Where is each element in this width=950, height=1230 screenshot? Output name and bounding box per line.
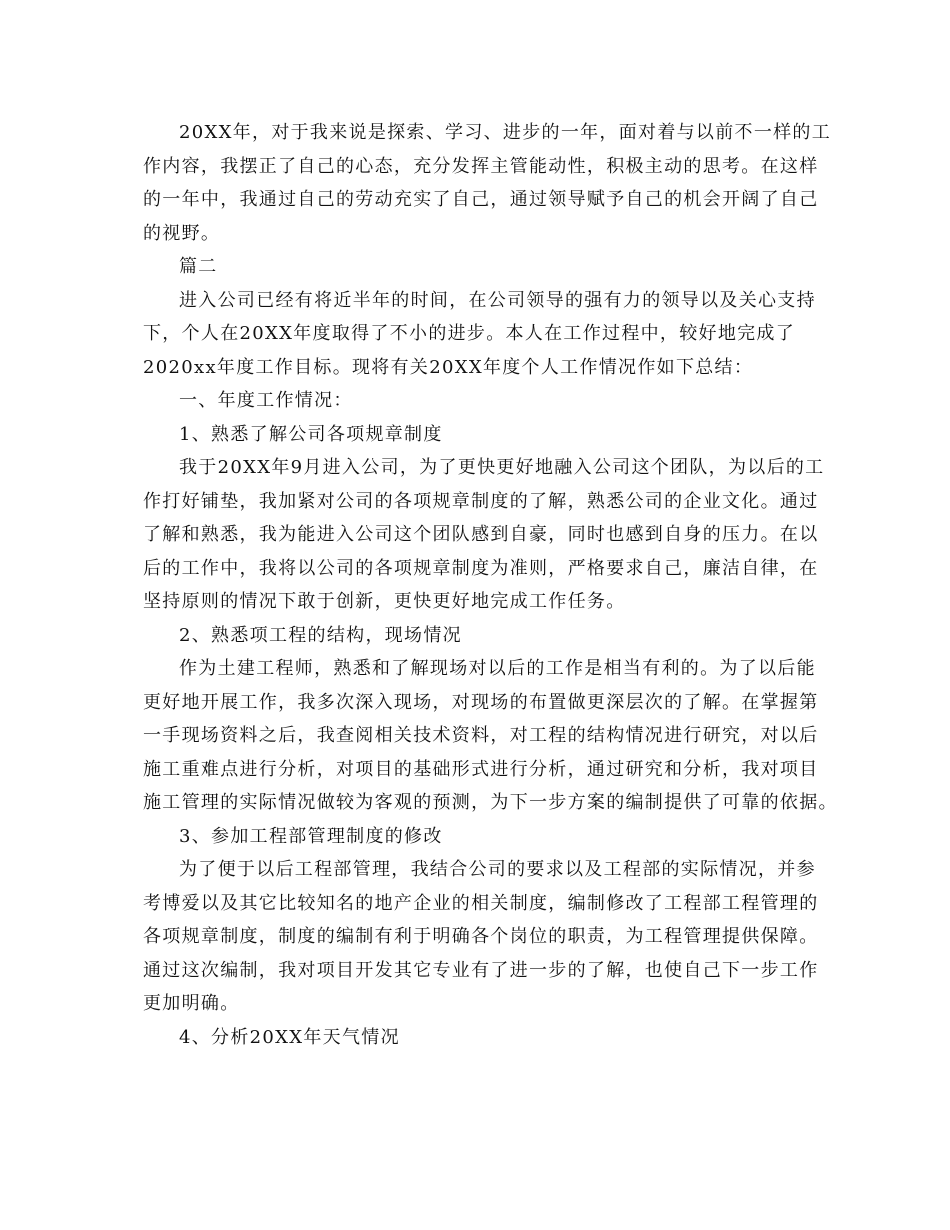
text-line: 各项规章制度，制度的编制有利于明确各个岗位的职责，为工程管理提供保障。 bbox=[143, 926, 819, 947]
text-line: 作内容，我摆正了自己的心态，充分发挥主管能动性，积极主动的思考。在这样 bbox=[143, 155, 819, 177]
text-line: 考博爱以及其它比较知名的地产企业的相关制度，编制修改了工程部工程管理的 bbox=[143, 892, 819, 914]
text-line: 后的工作中，我将以公司的各项规章制度为准则，严格要求自己，廉洁自律，在 bbox=[143, 557, 819, 579]
text-line: 通过这次编制，我对项目开发其它专业有了进一步的了解，也使自己下一步工作 bbox=[143, 959, 819, 981]
text-line: 3、参加工程部管理制度的修改 bbox=[179, 825, 443, 847]
text-line: 更加明确。 bbox=[143, 993, 240, 1014]
text-line: 的一年中，我通过自己的劳动充实了自己，通过领导赋予自己的机会开阔了自己 bbox=[143, 189, 819, 210]
text-line: 下，个人在20XX年度取得了不小的进步。本人在工作过程中，较好地完成了 bbox=[143, 323, 796, 344]
text-line: 为了便于以后工程部管理，我结合公司的要求以及工程部的实际情况，并参 bbox=[179, 859, 816, 880]
text-line: 一手现场资料之后，我查阅相关技术资料，对工程的结构情况进行研究，对以后 bbox=[143, 725, 819, 746]
text-line: 4、分析20XX年天气情况 bbox=[179, 1026, 400, 1048]
text-line: 作打好铺垫，我加紧对公司的各项规章制度的了解，熟悉公司的企业文化。通过 bbox=[143, 490, 819, 512]
text-line: 2、熟悉项工程的结构，现场情况 bbox=[179, 624, 462, 646]
text-line: 的视野。 bbox=[143, 222, 221, 244]
text-line: 坚持原则的情况下敢于创新，更快更好地完成工作任务。 bbox=[143, 591, 626, 612]
text-line: 了解和熟悉，我为能进入公司这个团队感到自豪，同时也感到自身的压力。在以 bbox=[143, 524, 819, 545]
text-line: 我于20XX年9月进入公司，为了更快更好地融入公司这个团队，为以后的工 bbox=[179, 457, 825, 478]
text-line: 1、熟悉了解公司各项规章制度 bbox=[179, 423, 443, 445]
text-line: 更好地开展工作，我多次深入现场，对现场的布置做更深层次的了解。在掌握第 bbox=[143, 691, 819, 713]
document-body bbox=[143, 116, 838, 1054]
text-line: 进入公司已经有将近半年的时间，在公司领导的强有力的领导以及关心支持 bbox=[179, 289, 816, 311]
text-line: 一、年度工作情况： bbox=[179, 390, 353, 411]
text-line: 作为土建工程师，熟悉和了解现场对以后的工作是相当有利的。为了以后能 bbox=[179, 658, 816, 679]
text-line: 20XX年，对于我来说是探索、学习、进步的一年，面对着与以前不一样的工 bbox=[179, 122, 832, 143]
text-line: 2020xx年度工作目标。现将有关20XX年度个人工作情况作如下总结： bbox=[143, 356, 754, 378]
text-line: 篇二 bbox=[179, 256, 218, 277]
text-line: 施工重难点进行分析，对项目的基础形式进行分析，通过研究和分析，我对项目 bbox=[143, 758, 819, 780]
text-line: 施工管理的实际情况做较为客观的预测，为下一步方案的编制提供了可靠的依据。 bbox=[143, 792, 838, 813]
